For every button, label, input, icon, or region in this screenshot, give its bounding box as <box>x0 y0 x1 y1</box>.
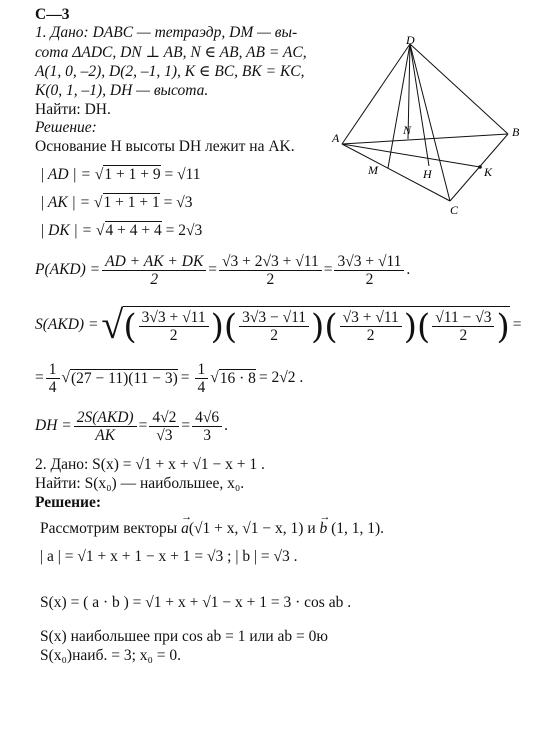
dh-den-2: √3 <box>156 426 173 444</box>
dh-den-1: AK <box>95 426 116 444</box>
s2-mid: = <box>180 369 190 386</box>
p2-given-prefix: 2. Дано: S(x) = <box>35 456 132 473</box>
s2-result: = 2√2 . <box>258 369 304 386</box>
s-f2-den: 2 <box>270 327 278 344</box>
p2-consider-prefix: Рассмотрим векторы <box>40 520 178 537</box>
dk-result: = 2√3 <box>165 222 203 239</box>
heron-area-formula: S(AKD) = √ ( $\frac{3√3 + √11}{2}$ ) ( $\frac{3√3 - √11}{2}$ ) ( $\frac{√3 + √11}{2}$ ) ( $\frac{√11 - √3}{2}$ ) = <box>35 302 522 347</box>
s-f1-den: 2 <box>169 327 178 344</box>
p2-max-line: S(x) наибольшее при cos ab = 1 или ab = 0ю <box>40 628 328 645</box>
p1-given-line-2: сота ΔADC, DN ⊥ AB, N ∈ AB, AB = AC, <box>35 44 307 61</box>
s2-root-2: 16 · 8 <box>219 369 256 387</box>
p-den-3: 2 <box>365 270 374 288</box>
s2-q2-num: 1 <box>195 361 209 379</box>
p-den-2: 2 <box>266 270 275 288</box>
label-d: D <box>406 36 415 47</box>
problem-set-header: С—3 <box>35 6 70 23</box>
edge-da <box>342 44 410 144</box>
vector-a-symbol: → a <box>181 520 189 537</box>
ad-left: | AD | = <box>40 166 91 183</box>
p1-given-line-4: K(0, 1, –1), DH — высота. <box>35 82 209 99</box>
dh-den-3: 3 <box>203 426 211 444</box>
dk-left: | DK | = <box>40 222 93 239</box>
edge-db <box>410 44 508 134</box>
area-result-formula: = $\frac{1}{4}$ √ (27 − 11)(11 − 3) = $\frac{1}{4}$ √ 16 · 8 = 2√2 . <box>35 360 304 396</box>
tetrahedron-figure <box>330 36 540 220</box>
p1-solution-heading: Решение: <box>35 119 97 136</box>
p2-answer-line: S(x₀)наиб. = 3; x₀ = 0. <box>40 647 182 664</box>
s-f2-num: 3√3 − √11 <box>239 309 309 327</box>
ad-result: √11 <box>177 166 201 183</box>
vector-b-symbol: → b <box>319 520 327 537</box>
dh-num-3: 4√6 <box>192 409 222 427</box>
label-k: K <box>484 165 493 179</box>
ak-length-formula: | AK | = √1 + 1 + 1 = √3 <box>40 194 193 211</box>
perimeter-formula: P(AKD) = $\frac{AD + AK + DK}{2}$ = $\frac{√3 + 2√3 + √11}{2}$ = $\frac{3√3 + √11}{2}$ . <box>35 252 411 288</box>
s-f3-num: √3 + √11 <box>340 309 402 327</box>
p-den-1: 2 <box>150 270 159 288</box>
ak-result: √3 <box>176 194 193 211</box>
label-n: N <box>403 123 412 137</box>
s2-root: (27 − 11)(11 − 3) <box>71 369 178 387</box>
p-left: P(AKD) = <box>35 261 101 278</box>
p2-norms-line: | a | = √1 + x + 1 − x + 1 = √3 ; | b | = √3 . <box>40 548 298 565</box>
p2-solution-heading: Решение: <box>35 494 102 511</box>
ad-length-formula: | AD | = √1 + 1 + 9 = √11 <box>40 166 201 183</box>
p-num-2: √3 + 2√3 + √11 <box>219 253 322 271</box>
s-f4-num: √11 − √3 <box>432 309 494 327</box>
s-f3-den: 2 <box>366 327 375 344</box>
s2-q1-num: 1 <box>46 361 60 379</box>
segment-dm <box>388 44 410 168</box>
vector-a-coords: (√1 + x, √1 − x, 1) <box>188 520 304 537</box>
s2-q1-den: 4 <box>48 378 57 396</box>
segment-dh <box>410 44 429 166</box>
p-num-1: AD + AK + DK <box>102 253 206 271</box>
p2-given-expr: √1 + x + √1 − x + 1 . <box>135 456 265 473</box>
dh-left: DH = <box>35 417 72 434</box>
ak-left: | AK | = <box>40 194 91 211</box>
p1-find: Найти: DH. <box>35 101 111 118</box>
label-c: C <box>450 203 459 217</box>
s2-left: = <box>35 369 44 386</box>
p2-find: Найти: S(x₀) — наибольшее, x₀. <box>35 475 245 492</box>
dh-num-2: 4√2 <box>149 409 179 427</box>
s-f1-num: 3√3 + √11 <box>139 309 209 327</box>
dk-length-formula: | DK | = √4 + 4 + 4 = 2√3 <box>40 222 203 239</box>
p2-and: и <box>307 520 316 537</box>
p-num-3: 3√3 + √11 <box>334 253 404 271</box>
s2-q2-den: 4 <box>197 378 206 396</box>
label-m: M <box>368 163 378 177</box>
ak-eq: = <box>163 194 173 211</box>
p2-given <box>35 456 265 474</box>
p1-given-line-1: 1. Дано: DABC — тетраэдр, DM — вы- <box>35 24 298 41</box>
vector-b-coords: (1, 1, 1). <box>331 520 385 537</box>
point-k <box>478 165 482 169</box>
label-b: B <box>512 125 520 139</box>
dh-formula: DH = $\frac{\text{2S(AKD)}}{AK}$ = $\frac{4√2}{√3}$ = $\frac{4√6}{3}$ . <box>35 408 228 444</box>
p2-vectors-line <box>40 520 384 538</box>
s-left: S(AKD) = <box>35 316 99 333</box>
p1-basis-statement: Основание H высоты DH лежит на AK. <box>35 138 295 155</box>
label-h: H <box>423 167 432 181</box>
dk-root: 4 + 4 + 4 <box>105 222 162 239</box>
ad-root: 1 + 1 + 9 <box>104 166 161 183</box>
ak-root: 1 + 1 + 1 <box>103 194 160 211</box>
ad-eq: = <box>164 166 174 183</box>
label-a: A <box>332 131 340 145</box>
dh-num-1: 2S(AKD) <box>74 409 137 427</box>
p1-given-line-3: A(1, 0, –2), D(2, –1, 1), K ∈ BC, BK = KC, <box>35 63 305 80</box>
p2-sx-line: S(x) = ( a · b ) = √1 + x + √1 − x + 1 = 3 · cos ab . <box>40 594 352 611</box>
segment-ak <box>342 144 480 167</box>
s-f4-den: 2 <box>459 327 468 344</box>
